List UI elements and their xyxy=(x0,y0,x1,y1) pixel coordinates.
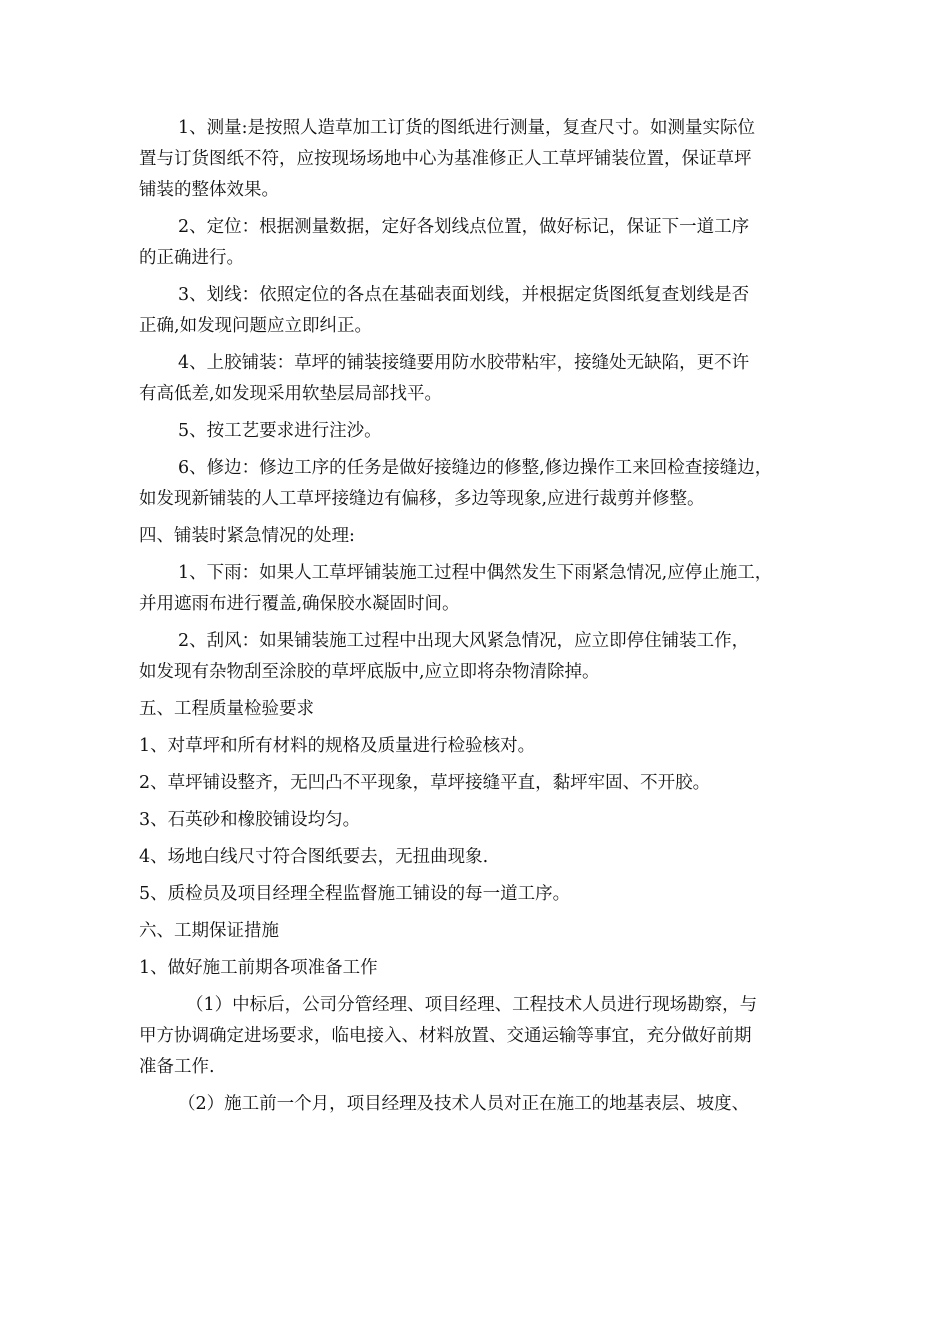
section-heading: 五、工程质量检验要求 xyxy=(139,699,314,719)
text-line: 2、草坪铺设整齐，无凹凸不平现象，草坪接缝平直，黏坪牢固、不开胶。 xyxy=(139,773,711,793)
text-line: 有高低差,如发现采用软垫层局部找平。 xyxy=(139,384,443,404)
text-line: 1、测量:是按照人造草加工订货的图纸进行测量，复查尺寸。如测量实际位 xyxy=(178,118,756,138)
text-line: （2）施工前一个月，项目经理及技术人员对正在施工的地基表层、坡度、 xyxy=(178,1094,750,1114)
section-heading: 四、铺装时紧急情况的处理: xyxy=(139,526,355,546)
text-line: 置与订货图纸不符，应按现场场地中心为基准修正人工草坪铺装位置，保证草坪 xyxy=(139,149,752,169)
text-line: 并用遮雨布进行覆盖,确保胶水凝固时间。 xyxy=(139,594,460,614)
text-line: 5、按工艺要求进行注沙。 xyxy=(178,421,382,441)
text-line: 5、质检员及项目经理全程监督施工铺设的每一道工序。 xyxy=(139,884,571,904)
text-line: 3、石英砂和橡胶铺设均匀。 xyxy=(139,810,361,830)
text-line: 如发现有杂物刮至涂胶的草坪底版中,应立即将杂物清除掉。 xyxy=(139,662,600,682)
document-page xyxy=(139,113,829,1120)
text-line: 的正确进行。 xyxy=(139,248,244,268)
text-line: 准备工作. xyxy=(139,1057,215,1077)
text-line: 1、下雨：如果人工草坪铺装施工过程中偶然发生下雨紧急情况,应停止施工， xyxy=(178,563,773,583)
text-line: 1、对草坪和所有材料的规格及质量进行检验核对。 xyxy=(139,736,536,756)
text-line: 4、上胶铺装：草坪的铺装接缝要用防水胶带粘牢，接缝处无缺陷，更不许 xyxy=(178,353,750,373)
text-line: 4、场地白线尺寸符合图纸要去，无扭曲现象. xyxy=(139,847,489,867)
text-line: 2、定位：根据测量数据，定好各划线点位置，做好标记，保证下一道工序 xyxy=(178,217,750,237)
text-line: （1）中标后，公司分管经理、项目经理、工程技术人员进行现场勘察，与 xyxy=(186,995,758,1015)
text-line: 1、做好施工前期各项准备工作 xyxy=(139,958,378,978)
text-line: 3、划线：依照定位的各点在基础表面划线，并根据定货图纸复查划线是否 xyxy=(178,285,750,305)
text-line: 6、修边：修边工序的任务是做好接缝边的修整,修边操作工来回检查接缝边， xyxy=(178,458,773,478)
text-line: 铺装的整体效果。 xyxy=(139,180,279,200)
text-line: 甲方协调确定进场要求，临电接入、材料放置、交通运输等事宜，充分做好前期 xyxy=(139,1026,752,1046)
text-line: 2、刮风：如果铺装施工过程中出现大风紧急情况，应立即停住铺装工作， xyxy=(178,631,750,651)
section-heading: 六、工期保证措施 xyxy=(139,921,279,941)
text-line: 正确,如发现问题应立即纠正。 xyxy=(139,316,373,336)
text-line: 如发现新铺装的人工草坪接缝边有偏移，多边等现象,应进行裁剪并修整。 xyxy=(139,489,705,509)
